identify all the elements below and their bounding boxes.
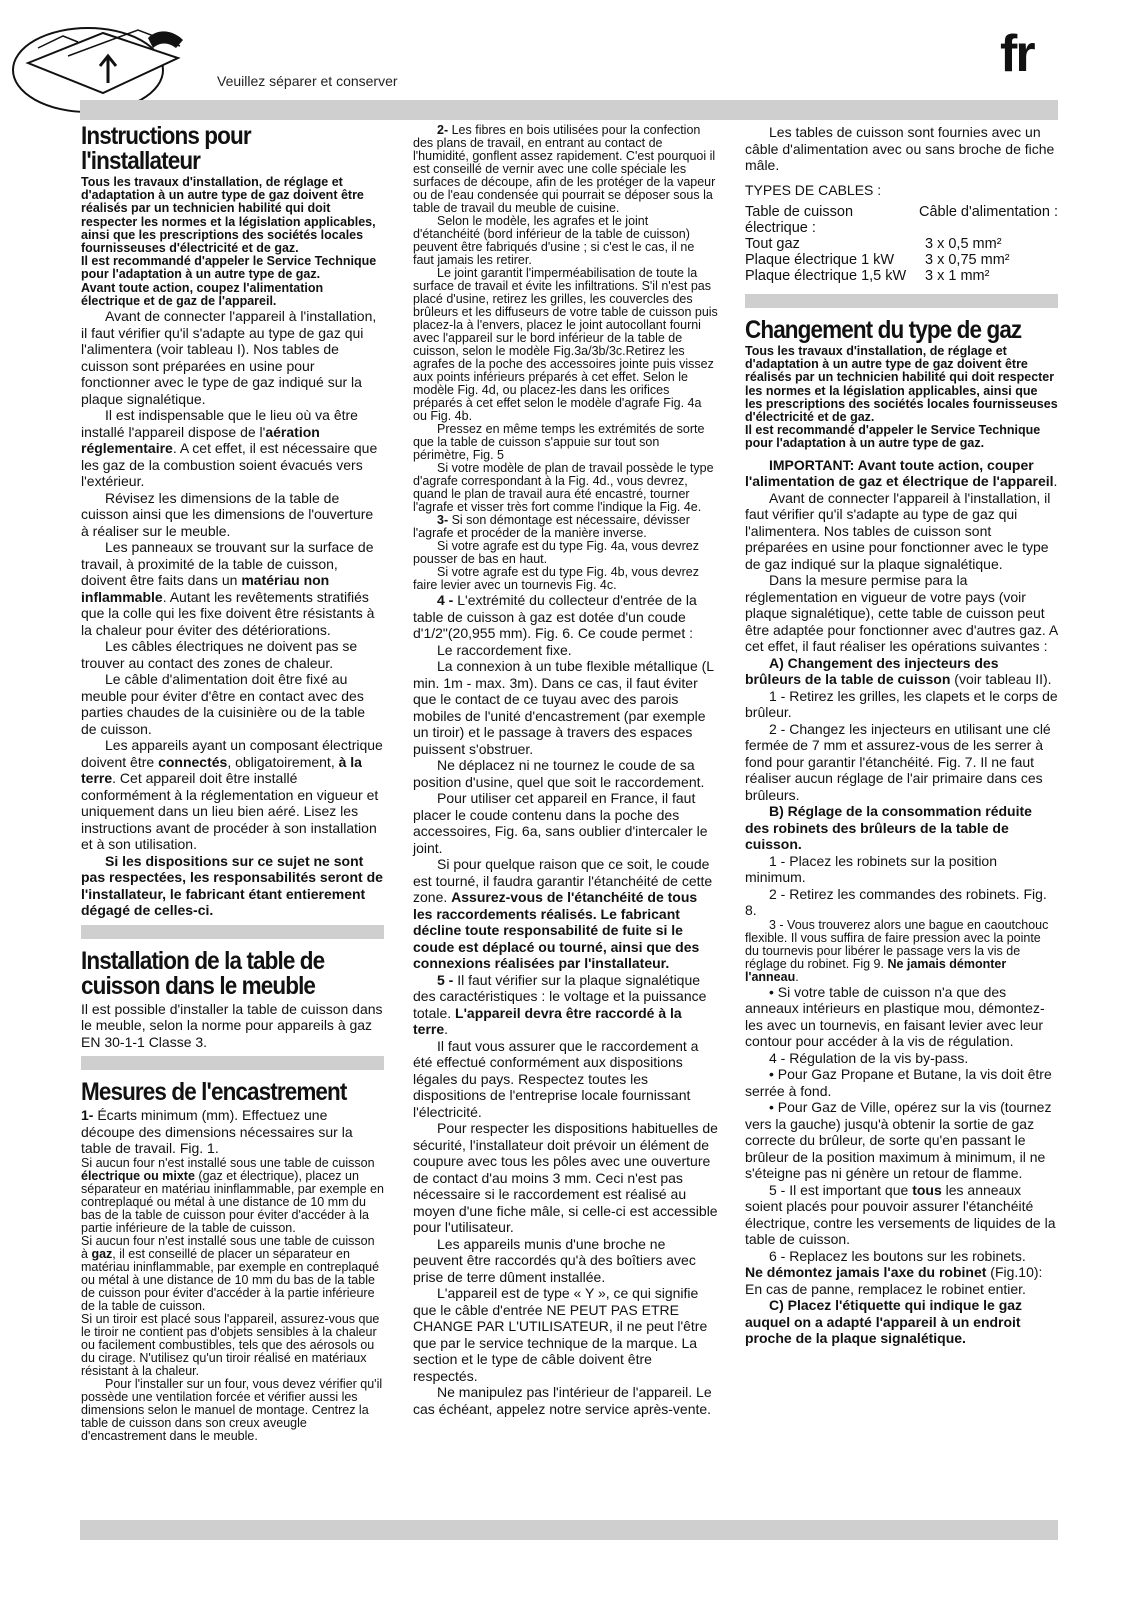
paragraph: Si aucun four n'est installé sous une table de cuisson à gaz, il est conseillé de placer un séparateur en matériau ininflammable, par exemple en contreplaqué ou métal à une distance de 10 mm du bas de la table de cuisson pour éviter d'accéder à la partie inférieure de la table de cuisson. <box>81 1233 380 1313</box>
paragraph: 3- Si son démontage est nécessaire, dévisser l'agrafe et procéder de la manière inverse. <box>413 513 690 540</box>
table-header: Table de cuisson électrique : <box>745 204 854 236</box>
paragraph: 3 - Vous trouverez alors une bague en caoutchouc flexible. Il vous suffira de faire pression avec la pointe du tournevis pour libérer le passage vers la vis de réglage du robinet. Fig 9. Ne jamais démonter l'anneau. <box>745 917 1049 984</box>
paragraph: Les appareils ayant un composant électrique doivent être connectés, obligatoirement, à la terre. Cet appareil doit être installé conformément à la réglementation en vigueur et uniquement dans un lieu bien aéré. Lisez les instructions avant de procéder à son installation et à son utilisation. <box>81 737 383 853</box>
paragraph: L'appareil est de type « Y », ce qui signifie que le câble d'entrée NE PEUT PAS ETRE CHANGE PAR L'UTILISATEUR, il ne peut l'être que par le service technique de la marque. La section et le type de câble doivent être respectés. <box>413 1285 708 1384</box>
paragraph: • Pour Gaz Propane et Butane, la vis doit être serrée à fond. <box>745 1066 1052 1099</box>
column-1 <box>81 124 384 1443</box>
paragraph: • Si votre table de cuisson n'a que des anneaux intérieurs en plastique mou, démontez-les avec un tournevis, en faisant levier avec leur contour pour accéder à la vis de régulation. <box>745 983 1045 1050</box>
section-title-installateur: Instructions pour l'installateur <box>81 122 251 175</box>
paragraph: Pour l'installer sur un four, vous devez vérifier qu'il possède une ventilation forcée et vérifier aussi les dimensions selon le manuel de montage. Centrez la table de cuisson dans son creux aveugle d'encastrement dans le meuble. <box>81 1376 383 1443</box>
service-recommendation: Il est recommandé d'appeler le Service Technique pour l'adaptation à un autre type de gaz. <box>81 254 377 282</box>
paragraph: Si votre modèle de plan de travail possède le type d'agrafe correspondant à la Fig. 4d., vous devrez, quand le plan de travail aura été encastré, tourner l'agrafe et visser très fort comme l'indique la Fig. 4e. <box>413 461 714 514</box>
paragraph: Pressez en même temps les extrémités de sorte que la table de cuisson s'appuie sur tout son périmètre, Fig. 5 <box>413 422 705 462</box>
column-2 <box>413 124 718 1417</box>
paragraph: Ne démontez jamais l'axe du robinet (Fig.10): En cas de panne, remplacez le robinet entier. <box>745 1264 1043 1297</box>
paragraph: Le câble d'alimentation doit être fixé au meuble pour éviter d'être en contact avec des parties chaudes de la cuisinière ou de la table de cuisson. <box>81 671 366 737</box>
responsibility-notice: Si les dispositions sur ce sujet ne sont pas respectées, les responsabilités seront de l'installateur, le fabricant étant entierement dégagé de celles-ci. <box>81 852 383 919</box>
section-divider <box>745 294 1058 308</box>
language-code: fr <box>1000 25 1034 83</box>
paragraph: Si votre agrafe est du type Fig. 4b, vous devrez faire levier avec un tournevis Fig. 4c. <box>413 565 699 592</box>
table-row: Plaque électrique 1 kW 3 x 0,75 mm² <box>745 252 1010 268</box>
paragraph: Si un tiroir est placé sous l'appareil, assurez-vous que le tiroir ne contient pas d'objets sensibles à la chaleur ou facilement combustibles, tels que des aérosols ou du cirage. N'utilisez qu'un tiroir réalisé en matériaux résistant à la chaleur. <box>81 1311 380 1378</box>
installer-warning: Tous les travaux d'installation, de réglage et d'adaptation à un autre type de gaz doivent être réalisés par un technicien habilité qui doit respecter les normes et la législation applicables, ainsi que les prescriptions des sociétés locales fournisseuses d'électricité et de gaz. <box>81 175 376 256</box>
paragraph: Si votre agrafe est du type Fig. 4a, vous devrez pousser de bas en haut. <box>413 539 699 566</box>
service-recommendation: Il est recommandé d'appeler le Service Technique pour l'adaptation à un autre type de gaz. <box>745 423 1041 451</box>
paragraph: Ne manipulez pas l'intérieur de l'appareil. Le cas échéant, appelez notre service après-vente. <box>413 1384 712 1417</box>
paragraph: Pour utiliser cet appareil en France, il faut placer le coude contenu dans la poche des accessoires, Fig. 6a, sans oublier d'intercaler le joint. <box>413 790 708 856</box>
paragraph: Dans la mesure permise para la réglementation en vigueur de votre pays (voir plaque signalétique), cette table de cuisson peut être adaptée pour fonctionner avec d'autres gaz. A cet effet, il faut réaliser les opérations suivantes : <box>745 572 1058 655</box>
paragraph: 4 - L'extrémité du collecteur d'entrée de la table de cuisson à gaz est dotée d'un coude d'1/2"(20,955 mm). Fig. 6. Ce coude permet : <box>413 592 697 641</box>
paragraph: 5 - Il faut vérifier sur la plaque signalétique des caractéristiques : le voltage et la puissance totale. L'appareil devra être raccordé à la terre. <box>413 971 707 1037</box>
column-3 <box>745 124 1058 1347</box>
paragraph: Selon le modèle, les agrafes et le joint d'étanchéité (bord inférieur de la table de cuisson) peuvent être fabriqués d'usine ; si c'est le cas, il ne faut jamais les retirer. <box>413 214 695 267</box>
paragraph: 2 - Retirez les commandes des robinets. Fig. 8. <box>745 885 1047 919</box>
paragraph: Si pour quelque raison que ce soit, le coude est tourné, il faudra garantir l'étanchéité de cette zone. Assurez-vous de l'étanchéité de tous les raccordements réalisés. Le fabricant décline toute responsabilité de fuite si le coude est déplacé ou tourné, ainsi que des connexions réalisées par l'installateur. <box>413 856 713 971</box>
power-off-warning: Avant toute action, coupez l'alimentation électrique et de gaz de l'appareil. <box>81 280 324 308</box>
paragraph: Les appareils munis d'une broche ne peuvent être raccordés qu'à des boîtiers avec prise de terre dûment installée. <box>413 1235 696 1285</box>
paragraph: Ne déplacez ni ne tournez le coude de sa position d'usine, quel que soit le raccordement. <box>413 757 705 790</box>
paragraph: Il est indispensable que le lieu où va être installé l'appareil dispose de l'aération réglementaire. A cet effet, il est nécessaire que les gaz de la combustion soient évacués vers l'extérieur. <box>81 407 378 490</box>
paragraph: Révisez les dimensions de la table de cuisson ainsi que les dimensions de l'ouverture à réaliser sur le meuble. <box>81 489 374 539</box>
paragraph: La connexion à un tube flexible métallique (L min. 1m - max. 3m). Dans ce cas, il faut éviter que le contact de ce tuyau avec des parois mobiles de l'unité d'encastrement (par exemple un tiroir) et le passage à travers des espaces puissent s'obstruer. <box>413 658 714 757</box>
paragraph: Avant de connecter l'appareil à l'installation, il faut vérifier qu'il s'adapte au type de gaz qui l'alimentera. Nos tables de cuisson sont préparées en usine pour fonctionner avec le type de gaz indiqué sur la plaque signalétique. <box>745 489 1051 572</box>
important-notice: IMPORTANT: Avant toute action, couper l'alimentation de gaz et électrique de l'appareil. <box>745 456 1058 490</box>
paragraph: 6 - Replacez les boutons sur les robinets. <box>769 1247 1026 1264</box>
paragraph: 2 - Changez les injecteurs en utilisant une clé fermée de 7 mm et assurez-vous de les serrer à fond pour garantir l'étanchéité. Fig. 7. Il ne faut réaliser aucun réglage de l'air primaire dans ces brûleurs. <box>745 720 1051 803</box>
paragraph: Il faut vous assurer que le raccordement a été effectué conformément aux dispositions légales du pays. Respectez toutes les dispositions de l'entreprise locale fournissant l'électricité. <box>413 1037 699 1120</box>
table-header: Câble d'alimentation : <box>919 204 1058 220</box>
paragraph: 2- Les fibres en bois utilisées pour la confection des plans de travail, en entrant au contact de l'humidité, gonflent assez rapidement. C'est pourquoi il est conseillé de vernir avec une colle spéciale les surfaces de découpe, afin de les protéger de la vapeur ou de l'eau condensée qui pourrait se déposer sous la table de travail du meuble de cuisine. <box>413 123 716 215</box>
paragraph: A) Changement des injecteurs des brûleurs de la table de cuisson (voir tableau II). <box>745 654 1052 688</box>
paragraph: 1 - Retirez les grilles, les clapets et le corps de brûleur. <box>745 687 1058 721</box>
paragraph: Le joint garantit l'imperméabilisation de toute la surface de travail et évite les infiltrations. S'il n'est pas placé d'usine, retirez les grilles, les couvercles des brûleurs et les diffuseurs de votre table de cuisson puis placez-la à l'envers, placez le joint autocollant fourni avec l'appareil sur le bord inférieur de la table de cuisson, selon le modèle Fig.3a/3b/3c.Retirez les agrafes de la poche des accessoires jointe puis vissez aux points inférieurs préparés à cet effet. Selon le modèle Fig. 4d, ou placez-les dans les orifices préparés à cet effet selon le modèle d'agrafe Fig. 4a ou Fig. 4b. <box>413 266 718 423</box>
paragraph: Si aucun four n'est installé sous une table de cuisson électrique ou mixte (gaz et électrique), placez un séparateur en matériau ininflammable, par exemple en contreplaqué ou métal à une distance de 10 mm du bas de la table de cuisson pour éviter d'accéder à la partie inférieure de la table de cuisson. <box>81 1155 384 1235</box>
separate-and-keep-icon <box>8 8 198 113</box>
paragraph: Les panneaux se trouvant sur la surface de travail, à proximité de la table de cuisson, doivent être faits dans un matériau non inflammable. Autant les revêtements stratifiés que la colle qui les fixe doivent être résistants à la chaleur pour éviter des détériorations. <box>81 539 375 638</box>
section-title-mesures: Mesures de l'encastrement <box>81 1078 347 1107</box>
paragraph: Les tables de cuisson sont fournies avec un câble d'alimentation avec ou sans broche de fiche mâle. <box>745 124 1055 173</box>
section-title-installation: Installation de la table de cuisson dans le meuble <box>81 946 325 1000</box>
cable-types-title: TYPES DE CABLES : <box>745 181 882 198</box>
section-divider <box>81 925 384 939</box>
top-divider-bar <box>80 100 1058 120</box>
paragraph: Pour respecter les dispositions habituelles de sécurité, l'installateur doit prévoir un élément de coupure avec tous les pôles avec une ouverture de contact d'au moins 3 mm. Ceci n'est pas nécessaire si le raccordement est réalisé au moyen d'une fiche mâle, si celle-ci est accessible pour l'utilisateur. <box>413 1120 718 1235</box>
paragraph: 4 - Régulation de la vis by-pass. <box>769 1049 969 1066</box>
paragraph: C) Placez l'étiquette qui indique le gaz auquel on a adapté l'appareil à un endroit proche de la plaque signalétique. <box>745 1297 1023 1347</box>
cable-types-table <box>745 204 1058 284</box>
paragraph: 1 - Placez les robinets sur la position minimum. <box>745 852 997 886</box>
section-divider <box>81 1056 384 1070</box>
section-title-changement: Changement du type de gaz <box>745 316 1022 344</box>
paragraph: Il est possible d'installer la table de cuisson dans le meuble, selon la norme pour appareils à gaz EN 30-1-1 Classe 3. <box>81 1000 383 1050</box>
header-note: Veuillez séparer et conserver <box>217 73 398 89</box>
paragraph: Le raccordement fixe. <box>437 641 572 658</box>
installer-warning: Tous les travaux d'installation, de réglage et d'adaptation à un autre type de gaz doivent être réalisés par un technicien habilité qui doit respecter les normes et la législation applicables, ainsi que les prescriptions des sociétés locales fournisseuses d'électricité et de gaz. <box>745 344 1058 425</box>
table-row: Tout gaz 3 x 0,5 mm² <box>745 236 1002 252</box>
paragraph: Avant de connecter l'appareil à l'installation, il faut vérifier qu'il s'adapte au type de gaz qui l'alimentera (voir tableau I). Nos tables de cuisson sont préparées en usine pour fonctionner avec le type de gaz indiqué sur la plaque signalétique. <box>81 308 377 407</box>
table-row: Plaque électrique 1,5 kW 3 x 1 mm² <box>745 268 990 284</box>
paragraph: 5 - Il est important que tous les anneaux soient placés pour pouvoir assurer l'étanchéité électrique, contre les versements de liquides de la table de cuisson. <box>745 1181 1056 1248</box>
paragraph: • Pour Gaz de Ville, opérez sur la vis (tournez vers la gauche) jusqu'à obtenir la sortie de gaz correcte du brûleur, de sorte qu'en passant le brûleur de la position maximum à minimum, il ne s'éteigne pas ni génère un retour de flamme. <box>745 1099 1052 1182</box>
bottom-divider-bar <box>80 1520 1058 1540</box>
paragraph: 1- Écarts minimum (mm). Effectuez une découpe des dimensions nécessaires sur la table de travail. Fig. 1. <box>81 1107 353 1157</box>
paragraph: B) Réglage de la consommation réduite des robinets des brûleurs de la table de cuisson. <box>745 803 1032 853</box>
paragraph: Les câbles électriques ne doivent pas se trouver au contact des zones de chaleur. <box>81 638 358 671</box>
